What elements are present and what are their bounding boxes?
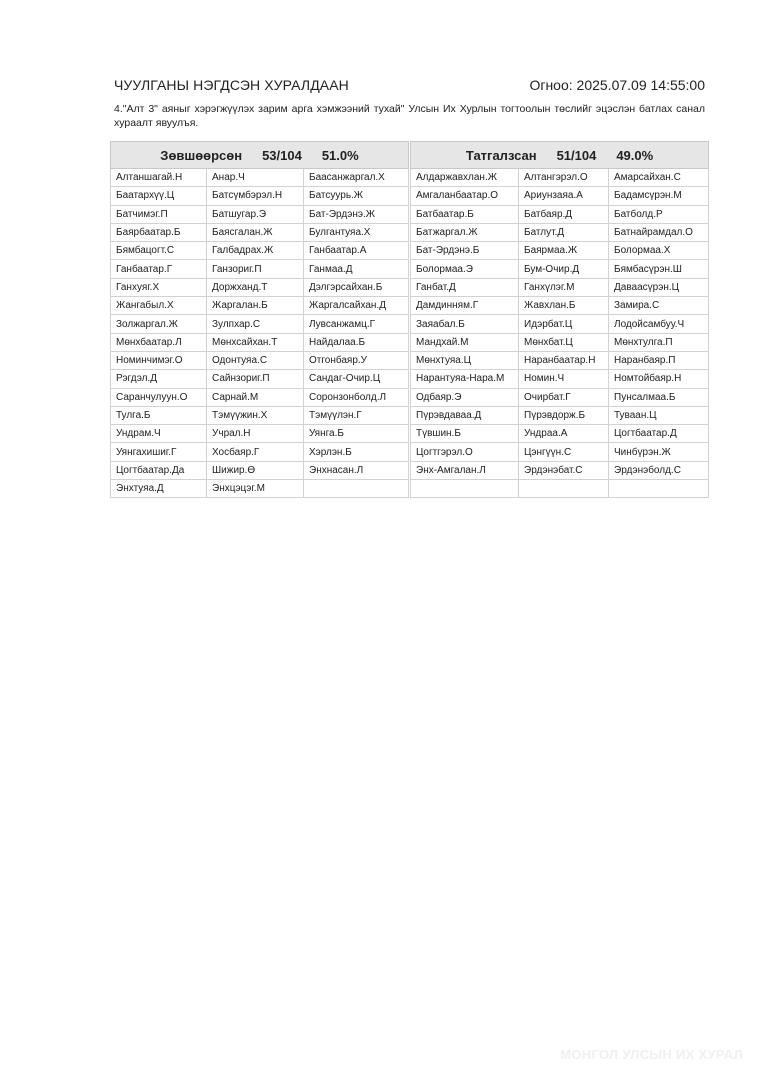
approve-label: Зөвшөөрсөн [160,147,243,163]
member-name: Ундрам.Ч [111,425,207,443]
session-date: Огноо: 2025.07.09 14:55:00 [529,77,705,93]
member-name: Сайнзориг.П [207,370,304,388]
member-name: Нарантуяа-Нара.М [411,370,519,388]
member-name: Батбаяр.Д [519,205,609,223]
member-name [519,480,609,498]
member-name: Батчимэг.П [111,205,207,223]
table-row [411,242,709,260]
table-row [111,333,409,351]
member-name [304,480,409,498]
vote-description: 4."Алт 3" аяныг хэрэгжүүлэх зарим арга хэмжээний тухай" Улсын Их Хурлын тогтоолын төслийг эцэслэн батлах санал хураалт явуулъя. [114,103,705,129]
member-name: Галбадрах.Ж [207,242,304,260]
member-name: Баатархүү.Ц [111,187,207,205]
table-row [111,169,409,187]
member-name: Наранбаяр.П [609,351,709,369]
table-row [111,278,409,296]
member-name: Баярбаатар.Б [111,223,207,241]
table-row [111,443,409,461]
member-name: Даваасүрэн.Ц [609,278,709,296]
member-name: Пүрэвдорж.Б [519,406,609,424]
member-name: Булгантуяа.Х [304,223,409,241]
approve-header [111,142,409,169]
table-row [411,223,709,241]
member-name: Алтаншагай.Н [111,169,207,187]
member-name: Мөнхбат.Ц [519,333,609,351]
table-row [111,480,409,498]
member-name: Пүрэвдаваа.Д [411,406,519,424]
table-row [411,169,709,187]
table-row [411,406,709,424]
member-name: Уянгахишиг.Г [111,443,207,461]
member-name: Хосбаяр.Г [207,443,304,461]
member-name: Соронзонболд.Л [304,388,409,406]
member-name: Жавхлан.Б [519,297,609,315]
member-name: Дамдинням.Г [411,297,519,315]
member-name: Одбаяр.Э [411,388,519,406]
member-name: Баасанжаргал.Х [304,169,409,187]
member-name: Отгонбаяр.У [304,351,409,369]
member-name: Батжаргал.Ж [411,223,519,241]
document-header [114,77,705,97]
member-name: Бат-Эрдэнэ.Ж [304,205,409,223]
document-title: ЧУУЛГАНЫ НЭГДСЭН ХУРАЛДААН [114,77,349,93]
member-name: Батсүмбэрэл.Н [207,187,304,205]
table-row [411,351,709,369]
reject-count: 51/104 [556,147,597,163]
member-name: Тулга.Б [111,406,207,424]
member-name: Цэнгүүн.С [519,443,609,461]
reject-header [411,142,709,169]
member-name: Цогтбаатар.Д [609,425,709,443]
member-name: Ганбаатар.Г [111,260,207,278]
member-name: Цогтбаатар.Да [111,461,207,479]
member-name: Туваан.Ц [609,406,709,424]
member-name: Наранбаатар.Н [519,351,609,369]
approve-percent: 51.0% [321,147,359,163]
member-name: Замира.С [609,297,709,315]
approve-count: 53/104 [262,147,302,163]
member-name: Мөнхбаатар.Л [111,333,207,351]
member-name: Цогтгэрэл.О [411,443,519,461]
table-row [111,223,409,241]
member-name: Эрдэнэбат.С [519,461,609,479]
member-name: Чинбүрэн.Ж [609,443,709,461]
table-row [411,425,709,443]
member-name: Учрал.Н [207,425,304,443]
member-name: Дэлгэрсайхан.Б [304,278,409,296]
member-name: Одонтуяа.С [207,351,304,369]
member-name: Бадамсүрэн.М [609,187,709,205]
table-row [411,333,709,351]
member-name: Сарнай.М [207,388,304,406]
member-name: Тэмүүжин.Х [207,406,304,424]
reject-label: Татгалзсан [465,147,537,163]
member-name: Жангабыл.Х [111,297,207,315]
table-row [411,205,709,223]
reject-list [411,169,709,498]
member-name: Сандаг-Очир.Ц [304,370,409,388]
member-name: Уянга.Б [304,425,409,443]
table-row [111,260,409,278]
member-name: Очирбат.Г [519,388,609,406]
reject-table [410,141,709,498]
member-name: Лодойсамбуу.Ч [609,315,709,333]
member-name: Хэрлэн.Б [304,443,409,461]
member-name: Саранчулуун.О [111,388,207,406]
member-name: Энхтуяа.Д [111,480,207,498]
member-name: Жаргалсайхан.Д [304,297,409,315]
member-name: Энх-Амгалан.Л [411,461,519,479]
table-row [411,315,709,333]
member-name: Бямбацогт.С [111,242,207,260]
member-name: Болормаа.Э [411,260,519,278]
member-name: Эрдэнэболд.С [609,461,709,479]
member-name: Бум-Очир.Д [519,260,609,278]
table-row [111,351,409,369]
member-name: Ганзориг.П [207,260,304,278]
member-name: Мандхай.М [411,333,519,351]
member-name: Номтойбаяр.Н [609,370,709,388]
member-name: Баясгалан.Ж [207,223,304,241]
member-name: Түвшин.Б [411,425,519,443]
member-name: Бат-Эрдэнэ.Б [411,242,519,260]
member-name: Амгаланбаатар.О [411,187,519,205]
table-row [111,370,409,388]
member-name: Найдалаа.Б [304,333,409,351]
table-row [411,443,709,461]
member-name: Пунсалмаа.Б [609,388,709,406]
member-name: Золжаргал.Ж [111,315,207,333]
member-name: Номин.Ч [519,370,609,388]
table-row [111,406,409,424]
member-name: Зулпхар.С [207,315,304,333]
table-row [411,388,709,406]
member-name: Ариунзаяа.А [519,187,609,205]
member-name: Мөнхсайхан.Т [207,333,304,351]
member-name: Ундраа.А [519,425,609,443]
member-name: Ганхуяг.Х [111,278,207,296]
member-name: Батболд.Р [609,205,709,223]
member-name [609,480,709,498]
table-row [111,425,409,443]
member-name: Мөнхтулга.П [609,333,709,351]
approve-list [111,169,409,498]
member-name: Номинчимэг.О [111,351,207,369]
member-name [411,480,519,498]
member-name: Болормаа.Х [609,242,709,260]
member-name: Батлут.Д [519,223,609,241]
member-name: Ганхүлэг.М [519,278,609,296]
table-row [411,260,709,278]
table-row [411,370,709,388]
member-name: Батсуурь.Ж [304,187,409,205]
member-name: Батбаатар.Б [411,205,519,223]
member-name: Анар.Ч [207,169,304,187]
approve-table [110,141,409,498]
member-name: Амарсайхан.С [609,169,709,187]
table-row [411,480,709,498]
member-name: Ганбат.Д [411,278,519,296]
table-row [111,315,409,333]
member-name: Доржханд.Т [207,278,304,296]
table-row [411,187,709,205]
member-name: Бямбасүрэн.Ш [609,260,709,278]
watermark: МОНГОЛ УЛСЫН ИХ ХУРАЛ [560,1047,743,1062]
table-row [111,205,409,223]
member-name: Алтангэрэл.О [519,169,609,187]
member-name: Батнайрамдал.О [609,223,709,241]
table-row [111,388,409,406]
reject-percent: 49.0% [616,147,654,163]
table-row [411,461,709,479]
table-row [111,242,409,260]
table-row [111,297,409,315]
member-name: Идэрбат.Ц [519,315,609,333]
member-name: Ганбаатар.А [304,242,409,260]
member-name: Баярмаа.Ж [519,242,609,260]
member-name: Алдаржавхлан.Ж [411,169,519,187]
member-name: Шижир.Ө [207,461,304,479]
table-row [411,278,709,296]
table-row [111,187,409,205]
member-name: Батшугар.Э [207,205,304,223]
member-name: Тэмүүлэн.Г [304,406,409,424]
table-row [411,297,709,315]
member-name: Жаргалан.Б [207,297,304,315]
member-name: Рэгдэл.Д [111,370,207,388]
member-name: Энхцэцэг.М [207,480,304,498]
member-name: Ганмаа.Д [304,260,409,278]
member-name: Лувсанжамц.Г [304,315,409,333]
table-row [111,461,409,479]
member-name: Мөнхтуяа.Ц [411,351,519,369]
member-name: Энхнасан.Л [304,461,409,479]
member-name: Заяабал.Б [411,315,519,333]
